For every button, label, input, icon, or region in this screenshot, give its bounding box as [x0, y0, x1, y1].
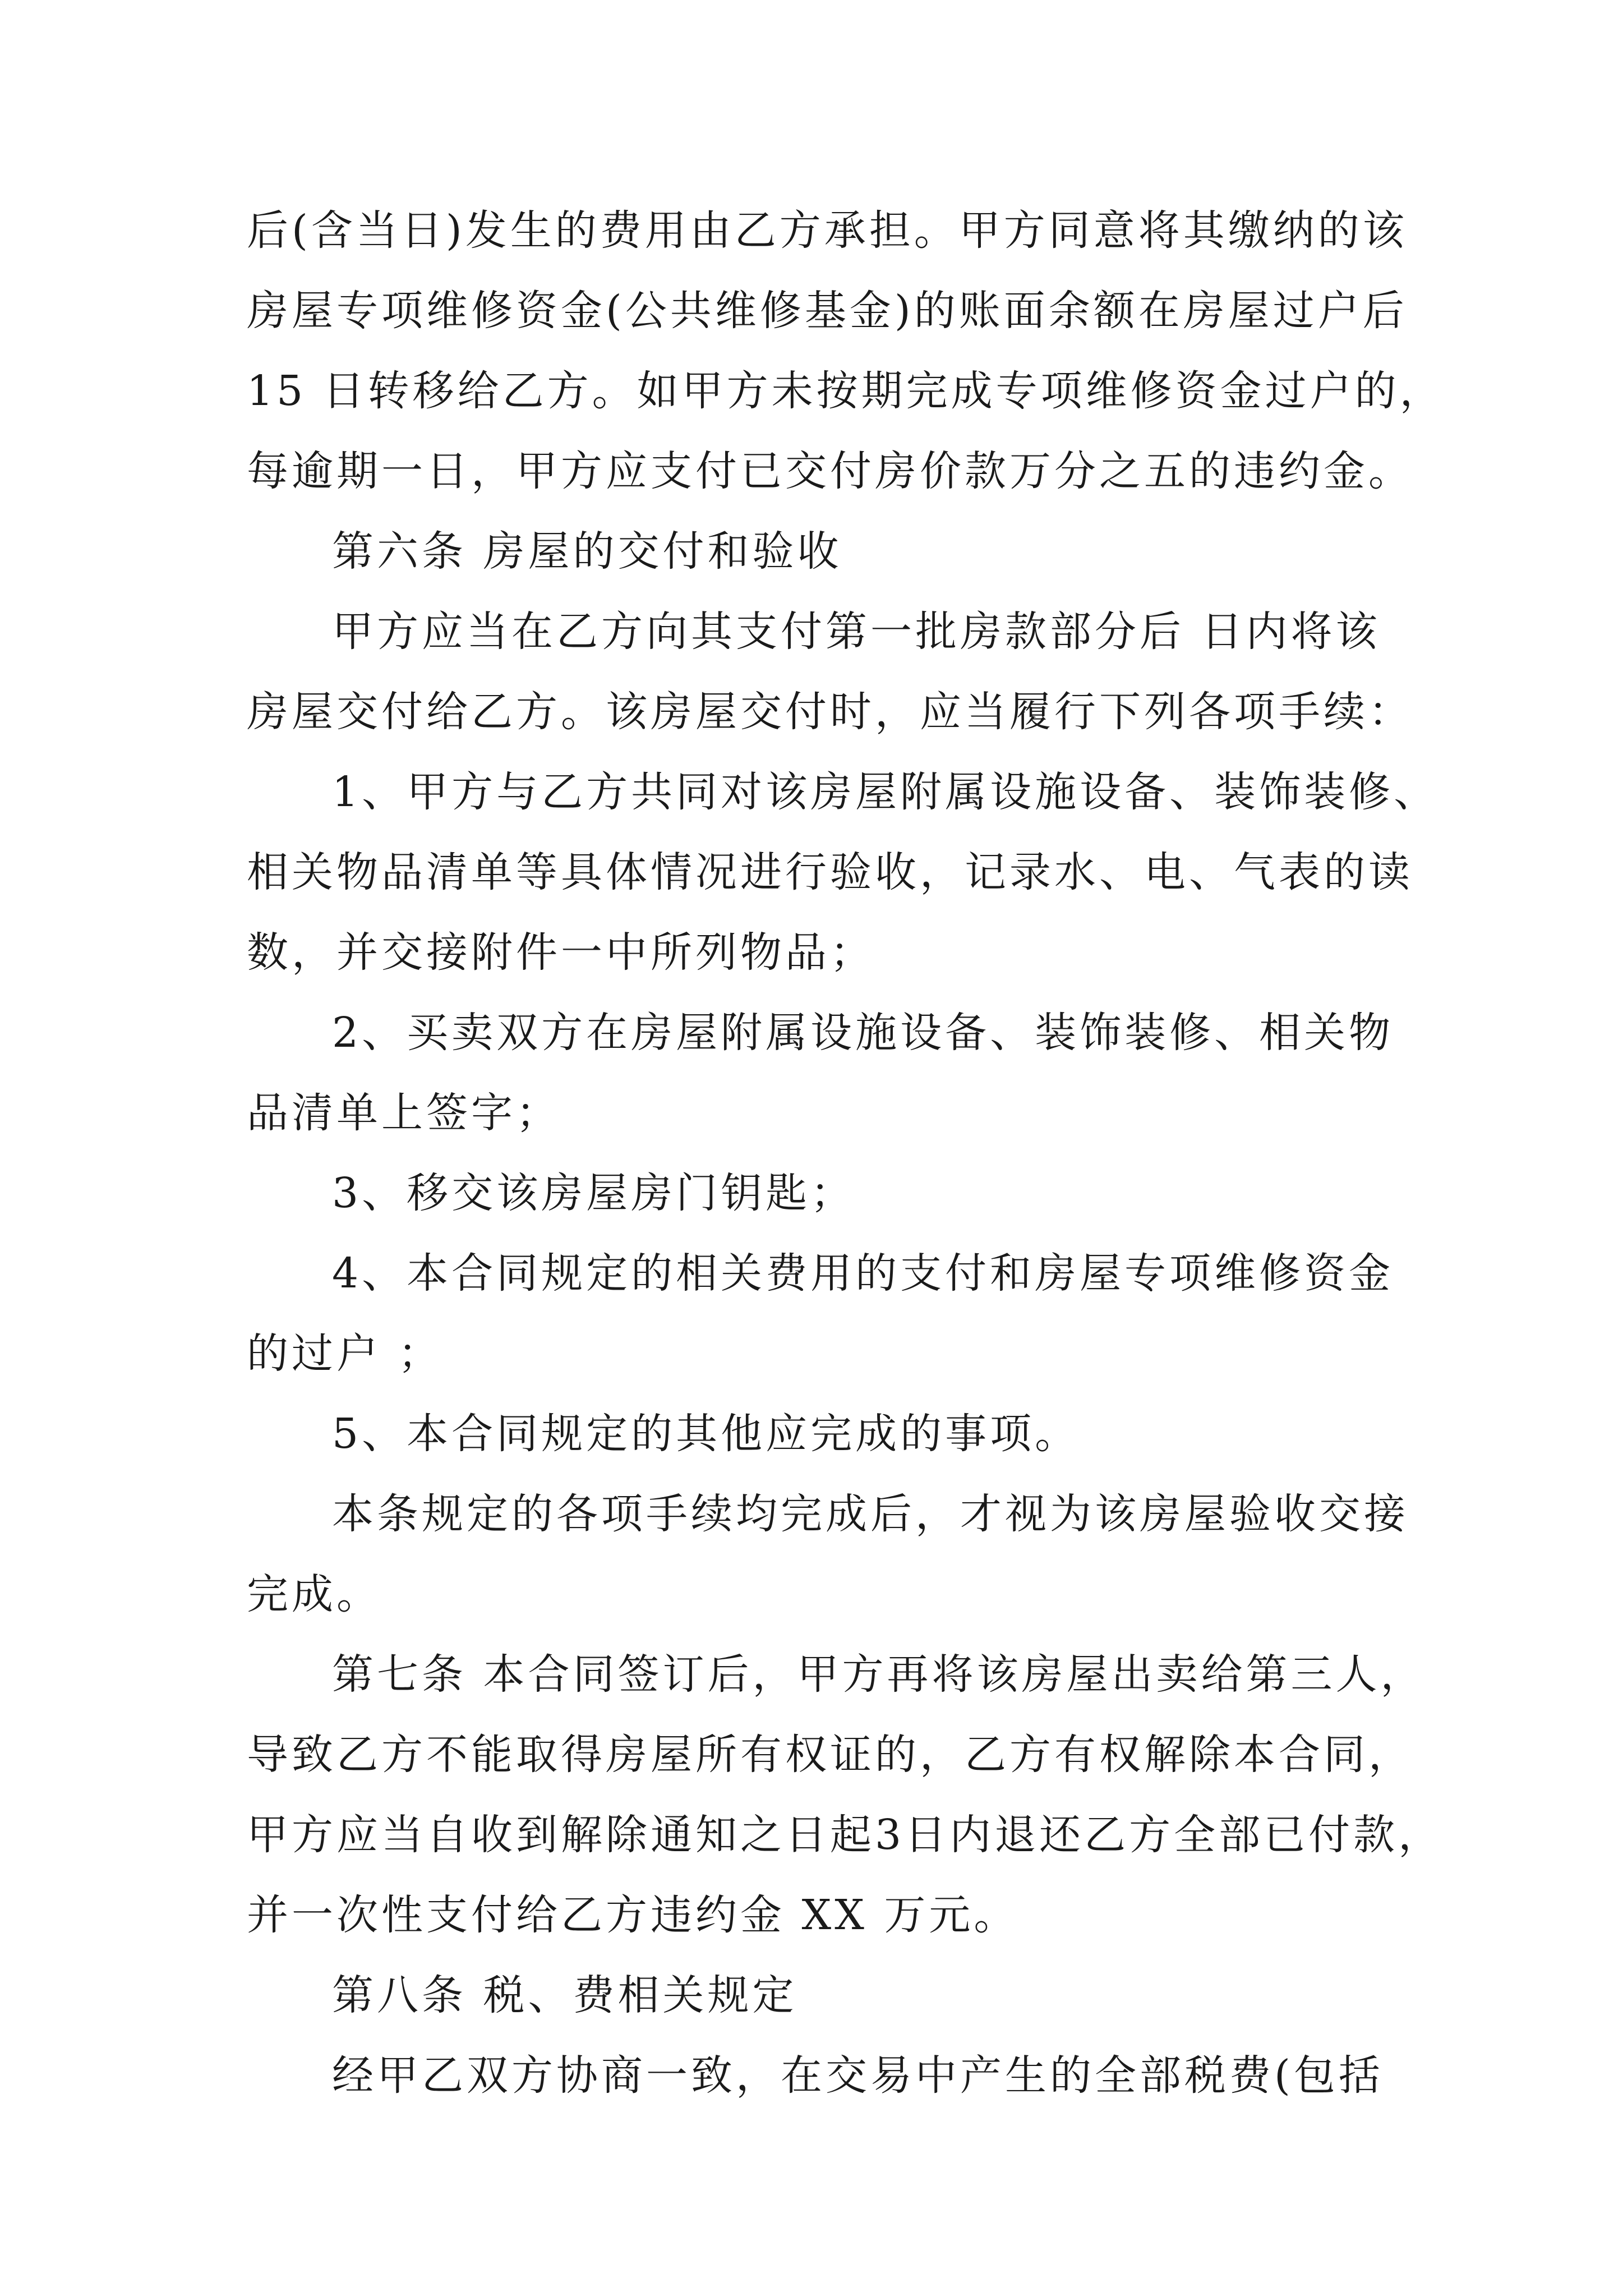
text-line: 导致乙方不能取得房屋所有权证的，乙方有权解除本合同， — [247, 1731, 1413, 1779]
text-line: 15 日转移给乙方。如甲方未按期完成专项维修资金过户的， — [247, 367, 1445, 415]
text-line: 经甲乙双方协商一致，在交易中产生的全部税费(包括 — [332, 2051, 1384, 2100]
text-line: 甲方应当在乙方向其支付第一批房款部分后 日内将该 — [332, 608, 1381, 656]
section-heading: 第八条 税、费相关规定 — [332, 1971, 797, 2019]
text-line: 相关物品清单等具体情况进行验收，记录水、电、气表的读 — [247, 848, 1413, 896]
document-body — [247, 191, 1445, 2116]
text-line: 甲方应当自收到解除通知之日起3日内退还乙方全部已付款， — [247, 1811, 1444, 1859]
text-line: 完成。 — [247, 1570, 381, 1618]
text-line: 的过户 ； — [247, 1329, 443, 1378]
section-heading: 第六条 房屋的交付和验收 — [332, 527, 842, 576]
list-item: 2、买卖双方在房屋附属设施设备、装饰装修、相关物 — [332, 1009, 1394, 1057]
list-item: 1、甲方与乙方共同对该房屋附属设施设备、装饰装修、 — [332, 768, 1439, 816]
text-line: 房屋交付给乙方。该房屋交付时，应当履行下列各项手续： — [247, 688, 1413, 736]
text-line: 本条规定的各项手续均完成后，才视为该房屋验收交接 — [332, 1490, 1409, 1538]
text-line: 数，并交接附件一中所列物品； — [247, 928, 875, 977]
text-line: 房屋专项维修资金(公共维修基金)的账面余额在房屋过户后 — [247, 287, 1408, 335]
list-item: 4、本合同规定的相关费用的支付和房屋专项维修资金 — [332, 1249, 1394, 1297]
list-item: 3、移交该房屋房门钥匙； — [332, 1169, 856, 1217]
text-line: 品清单上签字； — [247, 1089, 561, 1137]
text-line: 后(含当日)发生的费用由乙方承担。甲方同意将其缴纳的该 — [247, 206, 1408, 255]
text-line: 每逾期一日，甲方应支付已交付房价款万分之五的违约金。 — [247, 447, 1413, 495]
text-line: 并一次性支付给乙方违约金 XX 万元。 — [247, 1891, 1019, 1939]
section-heading: 第七条 本合同签订后，甲方再将该房屋出卖给第三人， — [332, 1650, 1426, 1699]
list-item: 5、本合同规定的其他应完成的事项。 — [332, 1410, 1080, 1458]
